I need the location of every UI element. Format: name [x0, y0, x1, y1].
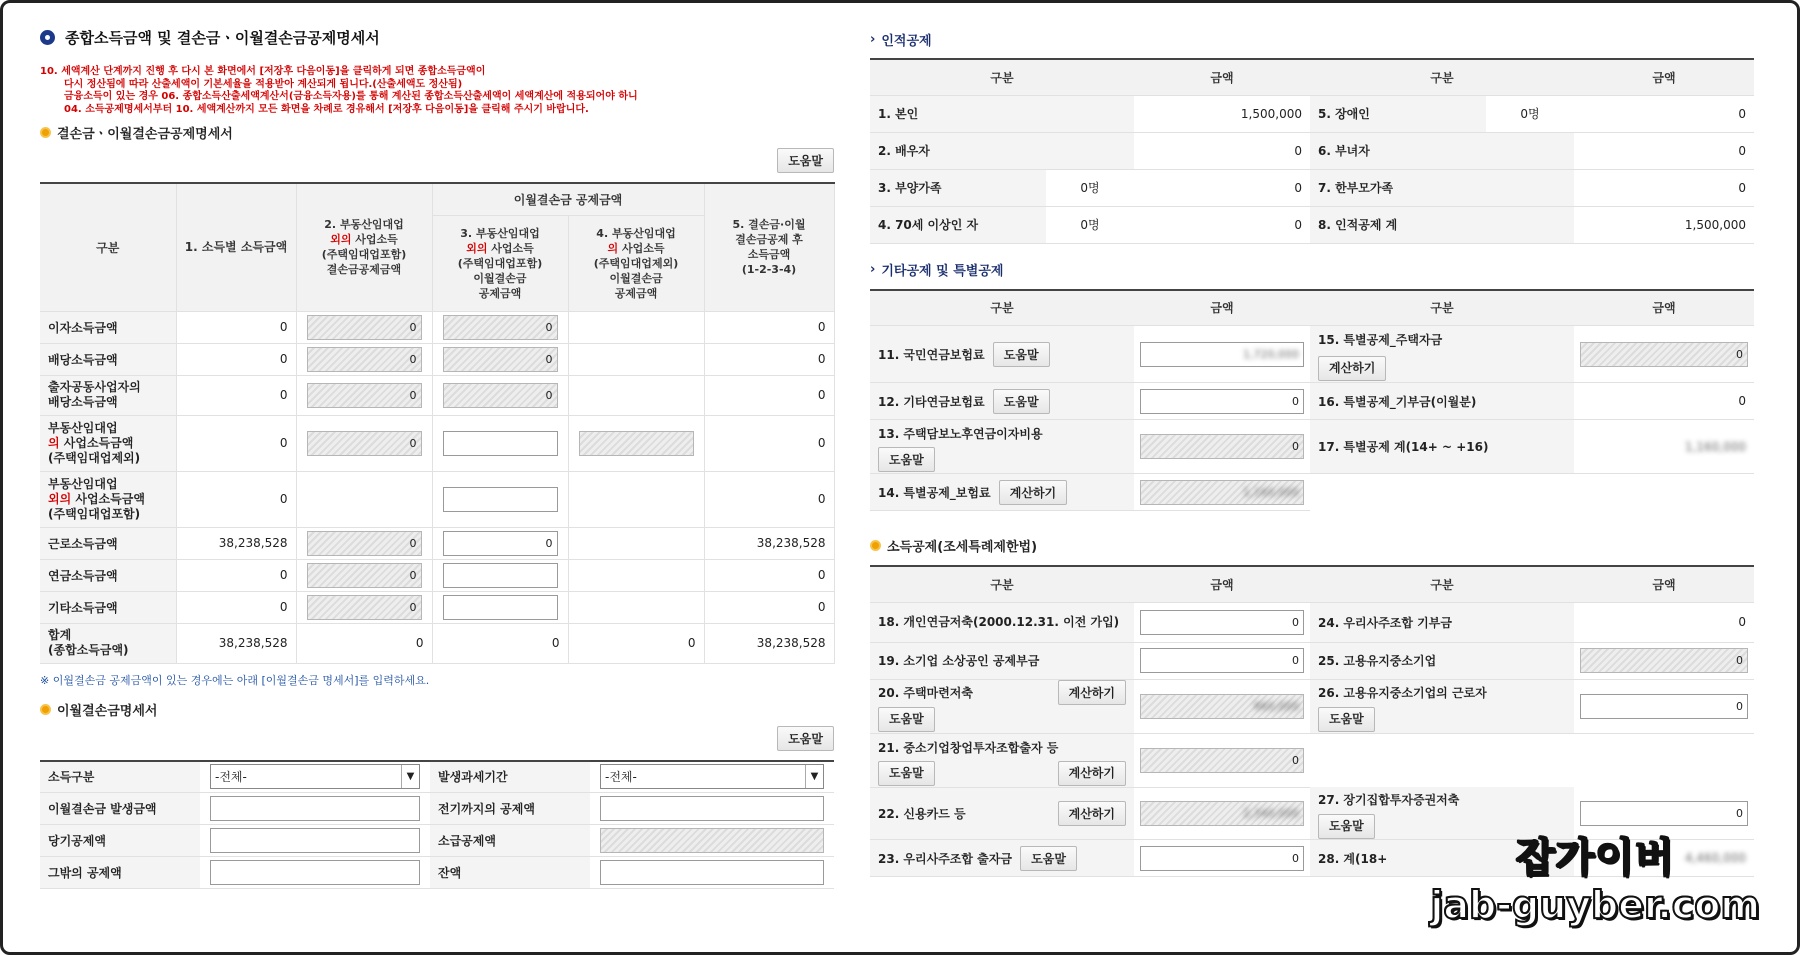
housing-savings-input: 960,000	[1140, 694, 1304, 719]
cell-value: 38,238,528	[704, 527, 834, 559]
amount-input[interactable]	[443, 431, 558, 456]
amount-input[interactable]	[443, 563, 558, 588]
help-button[interactable]: 도움말	[777, 726, 834, 751]
amount-input: 0	[443, 315, 558, 340]
calculate-button[interactable]: 계산하기	[1058, 680, 1126, 705]
row-label: 6. 부녀자	[1310, 132, 1574, 169]
personal-deduction-table	[870, 58, 1754, 244]
table-row	[40, 343, 834, 375]
personal-section-title	[870, 29, 1754, 49]
other-deduct-input[interactable]	[210, 860, 420, 885]
help-button[interactable]: 도움말	[878, 707, 935, 732]
header-category: 구분	[870, 566, 1134, 602]
row-label: (주택임대업포함)	[48, 506, 141, 521]
header-text: 소득금액	[747, 248, 791, 262]
amount-input: 0	[307, 431, 422, 456]
current-deduct-label: 당기공제액	[40, 825, 200, 857]
calculate-button[interactable]: 계산하기	[1058, 761, 1126, 786]
header-text: 5. 결손금·이월	[732, 218, 806, 232]
cell-value: 1,500,000	[1574, 206, 1754, 243]
carry-section-title-text: 이월결손금명세서	[57, 704, 158, 719]
row-label: 사업소득금액	[63, 435, 134, 450]
header-c1	[176, 183, 296, 311]
cell-value: 38,238,528	[704, 623, 834, 663]
tax-period-select[interactable]	[600, 764, 824, 789]
table-row	[40, 375, 834, 415]
bullet-icon	[40, 127, 51, 138]
other-pension-input[interactable]: 0	[1140, 389, 1304, 414]
employment-sme-input: 0	[1580, 648, 1748, 673]
table-row	[870, 132, 1754, 169]
cell-value: 0	[704, 375, 834, 415]
esop-contribution-input[interactable]: 0	[1140, 846, 1304, 871]
notice-line: 04. 소득공제명세서부터 10. 세액계산까지 모든 화면을 차례로 경유해서 [저장후 다음이동]을 클릭해 주시기 바랍니다.	[64, 103, 589, 115]
header-category: 구분	[870, 59, 1134, 95]
bullet-icon	[40, 704, 51, 715]
carry-loss-table	[40, 760, 834, 890]
long-term-fund-input[interactable]: 0	[1580, 801, 1748, 826]
header-text: 결손금공제금액	[326, 263, 402, 277]
row-label: 27. 장기집합투자증권저축	[1318, 793, 1460, 807]
header-category: 구분	[1310, 290, 1574, 326]
cell-value: 1,500,000	[1134, 95, 1310, 132]
row-label: 외의	[48, 491, 72, 506]
cell-value: 0	[704, 591, 834, 623]
cell-value: 0	[568, 623, 704, 663]
cell-value: 0	[176, 559, 296, 591]
row-label: 23. 우리사주조합 출자금	[878, 851, 1012, 866]
cell-value: 0	[176, 471, 296, 527]
row-label: (주택임대업제외)	[48, 450, 141, 465]
cell-value: 0	[432, 623, 568, 663]
header-text: 이월결손금	[609, 271, 663, 285]
header-text: 3. 부동산임대업	[460, 226, 540, 240]
amount-input	[579, 431, 694, 456]
table-row	[870, 206, 1754, 243]
calculate-button[interactable]: 계산하기	[999, 480, 1067, 505]
cell-value: 0	[1134, 169, 1310, 206]
amount-input[interactable]	[443, 595, 558, 620]
right-pane	[870, 26, 1754, 877]
cell-value: 0	[176, 591, 296, 623]
table-row	[870, 602, 1754, 642]
amount-input: 0	[443, 383, 558, 408]
cell-value: 0	[176, 375, 296, 415]
help-button[interactable]: 도움말	[1318, 707, 1375, 732]
select-value: -전체-	[215, 770, 247, 785]
help-button[interactable]: 도움말	[1318, 814, 1375, 839]
header-text: 4. 부동산임대업	[596, 226, 676, 240]
row-label: 4. 70세 이상인 자	[870, 206, 1046, 243]
header-c2	[296, 183, 432, 311]
header-category: 구분	[1310, 59, 1574, 95]
income-section-title	[870, 535, 1754, 555]
table-row	[870, 679, 1754, 733]
header-amount: 금액	[1134, 59, 1310, 95]
amount-input: 0	[307, 347, 422, 372]
balance-label: 잔액	[430, 857, 590, 889]
credit-card-input: 2,340,000	[1140, 801, 1304, 826]
notice-line: 금융소득이 있는 경우 06. 종합소득산출세액계산서(금융소득자용)를 통해 계산된 종합소득산출세액이 세액계산에 적용되어야 하니	[64, 91, 638, 102]
cell-value: 0	[1574, 95, 1754, 132]
header-category: 구분	[870, 290, 1134, 326]
row-label: 사업소득금액	[75, 491, 145, 506]
header-amount: 금액	[1574, 59, 1754, 95]
small-business-input[interactable]: 0	[1140, 648, 1304, 673]
header-c4	[568, 215, 704, 311]
occurred-label: 이월결손금 발생금액	[40, 793, 200, 825]
loss-section-title-text: 결손금ㆍ이월결손금공제명세서	[57, 126, 233, 142]
cell-value: 0	[176, 415, 296, 471]
watermark-url: jab-guyber.com	[1430, 883, 1760, 927]
row-label: (종합소득금액)	[48, 643, 129, 657]
header-category: 구분	[1310, 566, 1574, 602]
chevron-down-icon: ▼	[805, 765, 823, 788]
occurred-input[interactable]	[210, 796, 420, 821]
notice-text	[40, 66, 840, 116]
housing-fund-input: 0	[1580, 342, 1748, 367]
row-label: 21. 중소기업창업투자조합출자 등	[878, 740, 1059, 755]
calculate-button[interactable]: 계산하기	[1318, 356, 1386, 381]
header-text: 결손금공제 후	[735, 233, 803, 247]
income-section-title-text: 소득공제(조세특례제한법)	[887, 539, 1038, 555]
header-text: 외의	[466, 241, 488, 255]
row-label: 출자공동사업자의	[48, 380, 141, 394]
table-row	[870, 169, 1754, 206]
row-label: 부동산임대업	[48, 420, 118, 435]
personal-pension-input[interactable]: 0	[1140, 610, 1304, 635]
header-c3	[432, 215, 568, 311]
row-label: 19. 소기업 소상공인 공제부금	[870, 642, 1134, 679]
table-row	[870, 326, 1754, 383]
loss-deduction-table	[40, 182, 835, 664]
amount-input: 0	[307, 315, 422, 340]
header-text: (1-2-3-4)	[741, 263, 797, 277]
income-type-select[interactable]	[210, 764, 420, 789]
special-section-title-text: 기타공제 및 특별공제	[881, 264, 1004, 279]
cell-value: 38,238,528	[176, 623, 296, 663]
header-text: 2. 부동산임대업	[324, 218, 404, 232]
cell-value: 0	[704, 471, 834, 527]
header-amount: 금액	[1574, 290, 1754, 326]
amount-input: 0	[307, 383, 422, 408]
cell-value: 0	[1574, 602, 1754, 642]
cell-value: 0	[1134, 132, 1310, 169]
header-amount: 금액	[1574, 566, 1754, 602]
bullet-icon	[870, 540, 881, 551]
balance-input[interactable]	[600, 860, 824, 885]
venture-investment-input: 0	[1140, 748, 1304, 773]
page-title-text: 종합소득금액 및 결손금ㆍ이월결손금공제명세서	[65, 28, 380, 47]
special-section-title	[870, 260, 1754, 280]
table-row	[40, 559, 834, 591]
row-label: 24. 우리사주조합 기부금	[1310, 602, 1574, 642]
row-label: 22. 신용카드 등	[878, 806, 966, 821]
cell-value: 0	[176, 343, 296, 375]
help-button[interactable]: 도움말	[993, 342, 1050, 367]
header-text: 외의	[330, 233, 352, 247]
table-row	[40, 591, 834, 623]
row-label: 배당소득금액	[40, 343, 176, 375]
sme-worker-input[interactable]: 0	[1580, 694, 1748, 719]
count-value: 0명	[1486, 95, 1574, 132]
watermark	[1430, 826, 1760, 927]
row-label: 26. 고용유지중소기업의 근로자	[1318, 686, 1487, 700]
special-deduction-table	[870, 289, 1754, 512]
watermark-korean: 잡가이버	[1515, 835, 1675, 881]
row-label: 20. 주택마련저축	[878, 686, 973, 700]
row-label: 11. 국민연금보험료	[878, 347, 985, 362]
table-row	[40, 311, 834, 343]
table-row	[870, 383, 1754, 420]
current-deduct-input[interactable]	[210, 828, 420, 853]
header-text: 사업소득	[621, 241, 665, 255]
row-label: 15. 특별공제_주택자금	[1318, 333, 1443, 347]
amount-input[interactable]	[443, 487, 558, 512]
row-label: 배당소득금액	[48, 395, 118, 409]
header-text: (주택임대업포함)	[321, 248, 407, 262]
cell-value: 0	[1134, 206, 1310, 243]
table-row	[870, 420, 1754, 474]
row-label: 25. 고용유지중소기업	[1310, 642, 1574, 679]
chevron-down-icon: ▼	[401, 765, 419, 788]
bullet-icon	[40, 30, 55, 45]
row-label: 근로소득금액	[40, 527, 176, 559]
row-label: 합계	[48, 628, 72, 642]
row-label: 28. 계(18+	[1310, 840, 1574, 877]
table-row	[870, 95, 1754, 132]
cell-value: 0	[704, 311, 834, 343]
header-text: (주택임대업제외)	[593, 256, 679, 270]
insurance-input: 1,160,000	[1140, 480, 1304, 505]
tax-period-label: 발생과세기간	[430, 761, 590, 793]
mortgage-interest-input: 0	[1140, 434, 1304, 459]
table-row	[870, 642, 1754, 679]
row-label: 8. 인적공제 계	[1310, 206, 1574, 243]
row-label: 12. 기타연금보험료	[878, 394, 985, 409]
help-button[interactable]: 도움말	[878, 447, 935, 472]
left-pane	[40, 26, 840, 889]
header-category: 구분	[40, 183, 176, 311]
row-label: 17. 특별공제 계(14+ ~ +16)	[1310, 420, 1574, 474]
header-c5	[704, 183, 834, 311]
notice-line: 10. 세액계산 단계까지 진행 후 다시 본 화면에서 [저장후 다음이동]을 클릭하게 되면 종합소득금액이	[40, 66, 486, 77]
row-label: 13. 주택담보노후연금이자비용	[878, 426, 1043, 441]
row-label: 7. 한부모가족	[1310, 169, 1574, 206]
header-text: 의	[607, 241, 619, 255]
cell-value: 0	[704, 343, 834, 375]
cell-value: 0	[704, 415, 834, 471]
amount-input[interactable]: 0	[443, 531, 558, 556]
help-button[interactable]: 도움말	[777, 148, 834, 173]
header-text: 공제금액	[614, 286, 658, 300]
table-row	[870, 733, 1754, 787]
header-text: 공제금액	[478, 286, 522, 300]
amount-input: 0	[307, 563, 422, 588]
row-label: 2. 배우자	[870, 132, 1134, 169]
table-row-total	[40, 623, 834, 663]
header-text: 사업소득	[355, 233, 398, 247]
help-button[interactable]: 도움말	[993, 389, 1050, 414]
row-label: 5. 장애인	[1310, 95, 1486, 132]
count-value: 0명	[1046, 206, 1134, 243]
amount-input: 0	[307, 595, 422, 620]
row-label: 의	[48, 435, 60, 450]
chevron-right-icon: ›	[870, 262, 876, 277]
prev-deduct-input[interactable]	[600, 796, 824, 821]
row-label: 16. 특별공제_기부금(이월분)	[1310, 383, 1574, 420]
amount-input: 0	[307, 531, 422, 556]
cell-value: 38,238,528	[176, 527, 296, 559]
amount-input: 0	[443, 347, 558, 372]
cell-value: 0	[1574, 132, 1754, 169]
notice-line: 다시 정산됨에 따라 산출세액이 기본세율을 적용받아 계산되게 됩니다.(산출세액도 정산됨)	[64, 78, 463, 90]
carry-section-title	[40, 700, 840, 720]
header-amount: 금액	[1134, 566, 1310, 602]
table-row	[40, 471, 834, 527]
table-row	[40, 527, 834, 559]
count-value: 0명	[1046, 169, 1134, 206]
help-button[interactable]: 도움말	[1020, 846, 1077, 871]
row-label: 이자소득금액	[40, 311, 176, 343]
row-label: 3. 부양가족	[870, 169, 1046, 206]
prev-deduct-label: 전기까지의 공제액	[430, 793, 590, 825]
table-row	[870, 474, 1754, 511]
income-type-label: 소득구분	[40, 761, 200, 793]
cell-value: 1,160,000	[1684, 439, 1746, 454]
calculate-button[interactable]: 계산하기	[1058, 801, 1126, 826]
page-title	[40, 26, 840, 48]
header-text: 이월결손금	[473, 271, 527, 285]
retro-deduct-input	[600, 828, 824, 853]
personal-section-title-text: 인적공제	[881, 33, 932, 49]
header-text: (주택임대업포함)	[457, 256, 543, 270]
loss-section-title	[40, 122, 840, 142]
national-pension-input[interactable]: 1,720,000	[1140, 342, 1304, 367]
help-button[interactable]: 도움말	[878, 761, 935, 786]
row-label: 1. 본인	[870, 95, 1134, 132]
cell-value: 4,460,000	[1684, 851, 1746, 865]
row-label: 18. 개인연금저축(2000.12.31. 이전 가입)	[870, 602, 1134, 642]
row-label: 기타소득금액	[40, 591, 176, 623]
row-label: 연금소득금액	[40, 559, 176, 591]
footnote: ※ 이월결손금 공제금액이 있는 경우에는 아래 [이월결손금 명세서]를 입력하세요.	[40, 673, 430, 687]
table-row	[40, 415, 834, 471]
row-label: 부동산임대업	[48, 476, 118, 491]
select-value: -전체-	[605, 770, 637, 785]
header-c1-text: 1. 소득별 소득금액	[184, 239, 288, 254]
chevron-right-icon: ›	[870, 31, 876, 47]
header-amount: 금액	[1134, 290, 1310, 326]
cell-value: 0	[296, 623, 432, 663]
cell-value: 0	[1574, 383, 1754, 420]
retro-deduct-label: 소급공제액	[430, 825, 590, 857]
header-text: 사업소득	[491, 241, 534, 255]
header-carry-group: 이월결손금 공제금액	[432, 183, 704, 215]
cell-value: 0	[176, 311, 296, 343]
cell-value: 0	[704, 559, 834, 591]
other-deduct-label: 그밖의 공제액	[40, 857, 200, 889]
cell-value: 0	[1574, 169, 1754, 206]
row-label: 14. 특별공제_보험료	[878, 485, 991, 500]
